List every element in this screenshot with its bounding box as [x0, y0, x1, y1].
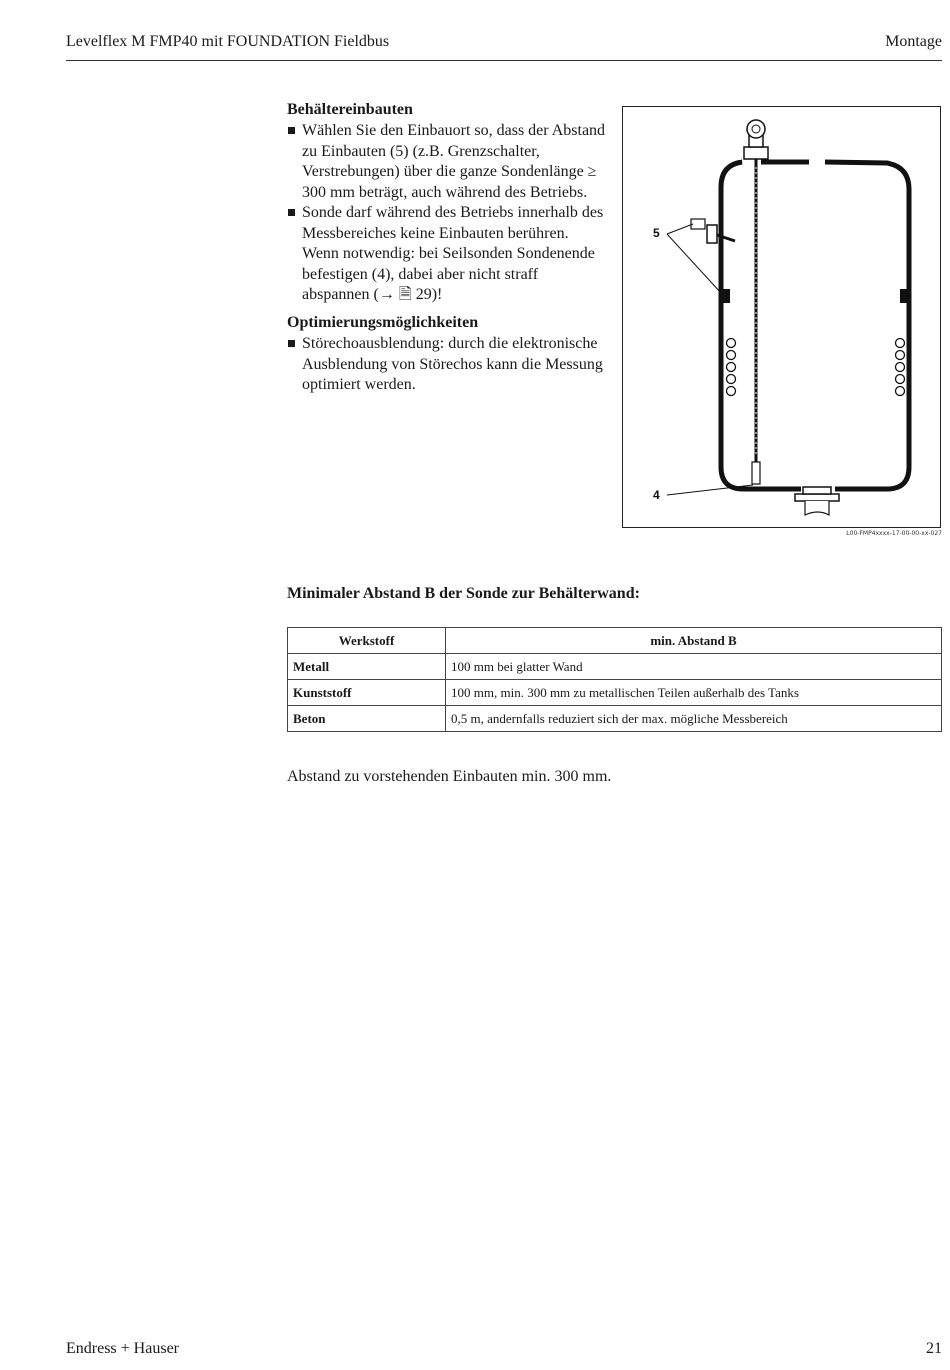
wall-bracket-right: [900, 289, 908, 303]
list-item: [287, 203, 607, 306]
optimization-heading: Optimierungsmöglichkeiten: [287, 314, 479, 331]
callout-label-5: 5: [653, 226, 660, 240]
column-header: min. Abstand B: [446, 628, 942, 654]
material-cell: Metall: [288, 654, 446, 680]
section-name: Montage: [885, 33, 942, 50]
limit-switch-icon: [691, 219, 735, 243]
wall-bracket-left: [722, 289, 730, 303]
list-item-text: Störechoausblendung: durch die elektronische Ausblendung von Störechos kann die Messung optimiert werden.: [302, 335, 603, 393]
tank-installation-figure: [622, 106, 941, 528]
installations-heading: Behältereinbauten: [287, 101, 413, 118]
page-header: [66, 30, 942, 61]
bullet-icon: [288, 209, 295, 216]
distance-cell: 100 mm, min. 300 mm zu metallischen Teilen außerhalb des Tanks: [446, 680, 942, 706]
column-header: Werkstoff: [288, 628, 446, 654]
table-row: [288, 654, 942, 680]
tank-outline: [721, 162, 909, 489]
optimization-section: [287, 314, 607, 396]
distance-cell: 0,5 m, andernfalls reduziert sich der max. mögliche Messbereich: [446, 706, 942, 732]
list-item: [287, 334, 607, 396]
distance-table: [287, 627, 942, 732]
table-title: Minimaler Abstand B der Sonde zur Behälterwand:: [287, 585, 640, 602]
material-cell: Beton: [288, 706, 446, 732]
transmitter-icon: [744, 120, 768, 159]
internal-fittings: [727, 339, 905, 396]
distance-note: Abstand zu vorstehenden Einbauten min. 300 mm.: [287, 768, 612, 785]
table-row: [288, 680, 942, 706]
distance-cell: 100 mm bei glatter Wand: [446, 654, 942, 680]
installations-section: [287, 101, 607, 306]
page-number: 21: [926, 1340, 942, 1357]
installations-list: [287, 121, 607, 306]
list-item-text: Sonde darf während des Betriebs innerhalb des Messbereiches keine Einbauten berühren. Wenn notwendig: bei Seilsonden Sondenende befestigen (4), dabei aber nicht straff abspannen (→ 🗎 29)!: [302, 204, 604, 303]
leader-lines: [667, 224, 753, 495]
bullet-icon: [288, 127, 295, 134]
list-item-text: Wählen Sie den Einbauort so, dass der Abstand zu Einbauten (5) (z.B. Grenzschalter, Verstrebungen) über die ganze Sondenlänge ≥ 300 mm beträgt, auch während des Betriebs.: [302, 122, 606, 201]
list-item: [287, 121, 607, 203]
probe-rod: [752, 159, 760, 484]
table-header-row: [288, 628, 942, 654]
bottom-flange-icon: [795, 487, 839, 515]
material-cell: Kunststoff: [288, 680, 446, 706]
table-row: [288, 706, 942, 732]
footer-brand: Endress + Hauser: [66, 1340, 179, 1357]
bullet-icon: [288, 340, 295, 347]
document-title: Levelflex M FMP40 mit FOUNDATION Fieldbus: [66, 33, 390, 50]
optimization-list: [287, 334, 607, 396]
callout-label-4: 4: [653, 488, 660, 502]
figure-code: L00-FMP4xxxx-17-00-00-xx-027: [846, 530, 942, 537]
tank-diagram: [623, 107, 942, 529]
